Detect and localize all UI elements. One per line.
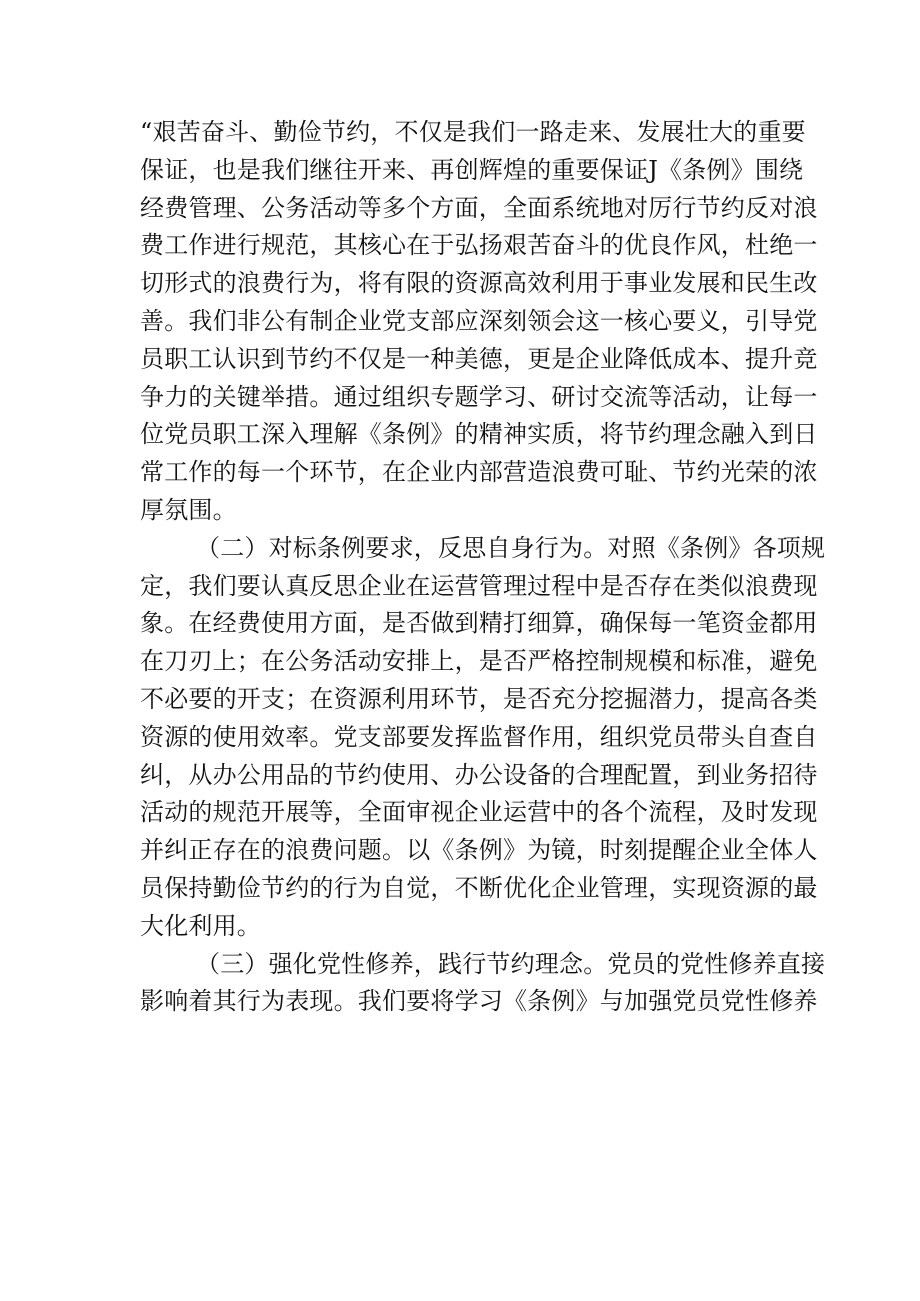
text-line: 资源的使用效率。党支部要发挥监督作用，组织党员带头自查自 — [140, 722, 818, 751]
document-body — [140, 114, 826, 1021]
text-line: 影响着其行为表现。我们要将学习《条例》与加强党员党性修养 — [140, 987, 818, 1016]
text-line: 活动的规范开展等，全面审视企业运营中的各个流程，及时发现 — [140, 798, 818, 827]
text-line: 并纠正存在的浪费问题。以《条例》为镜，时刻提醒企业全体人 — [140, 836, 818, 865]
text-line: 大化利用。 — [140, 911, 261, 940]
text-line: 纠，从办公用品的节约使用、办公设备的合理配置，到业务招待 — [140, 760, 818, 789]
text-line: 善。我们非公有制企业党支部应深刻领会这一核心要义，引导党 — [140, 306, 818, 335]
text-line: 费工作进行规范，其核心在于弘扬艰苦奋斗的优良作风，杜绝一 — [140, 231, 818, 260]
section-heading-line: （三）强化党性修养，践行节约理念。党员的党性修养直接 — [196, 949, 826, 978]
section-heading-line: （二）对标条例要求，反思自身行为。对照《条例》各项规 — [196, 533, 826, 562]
text-line: 员保持勤俭节约的行为自觉，不断优化企业管理，实现资源的最 — [140, 873, 818, 902]
text-line: 定，我们要认真反思企业在运营管理过程中是否存在类似浪费现 — [140, 571, 818, 600]
text-line: 位党员职工深入理解《条例》的精神实质，将节约理念融入到日 — [140, 420, 818, 449]
text-line: “艰苦奋斗、勤俭节约，不仅是我们一路走来、发展壮大的重要 — [140, 118, 806, 146]
text-line: 切形式的浪费行为，将有限的资源高效利用于事业发展和民生改 — [140, 269, 818, 298]
text-line: 厚氛围。 — [140, 495, 237, 524]
text-line: 象。在经费使用方面，是否做到精打细算，确保每一笔资金都用 — [140, 609, 818, 638]
text-line: 在刀刃上；在公务活动安排上，是否严格控制规模和标准，避免 — [140, 647, 818, 676]
text-line: 经费管理、公务活动等多个方面，全面系统地对厉行节约反对浪 — [140, 193, 818, 222]
text-line: 不必要的开支；在资源利用环节，是否充分挖掘潜力，提高各类 — [140, 684, 818, 713]
text-line: 争力的关键举措。通过组织专题学习、研讨交流等活动，让每一 — [140, 382, 818, 411]
text-line: 常工作的每一个环节，在企业内部营造浪费可耻、节约光荣的浓 — [140, 458, 818, 487]
text-line: 保证，也是我们继往开来、再创辉煌的重要保证J《条例》围绕 — [140, 155, 804, 184]
text-line: 员职工认识到节约不仅是一种美德，更是企业降低成本、提升竞 — [140, 344, 818, 373]
